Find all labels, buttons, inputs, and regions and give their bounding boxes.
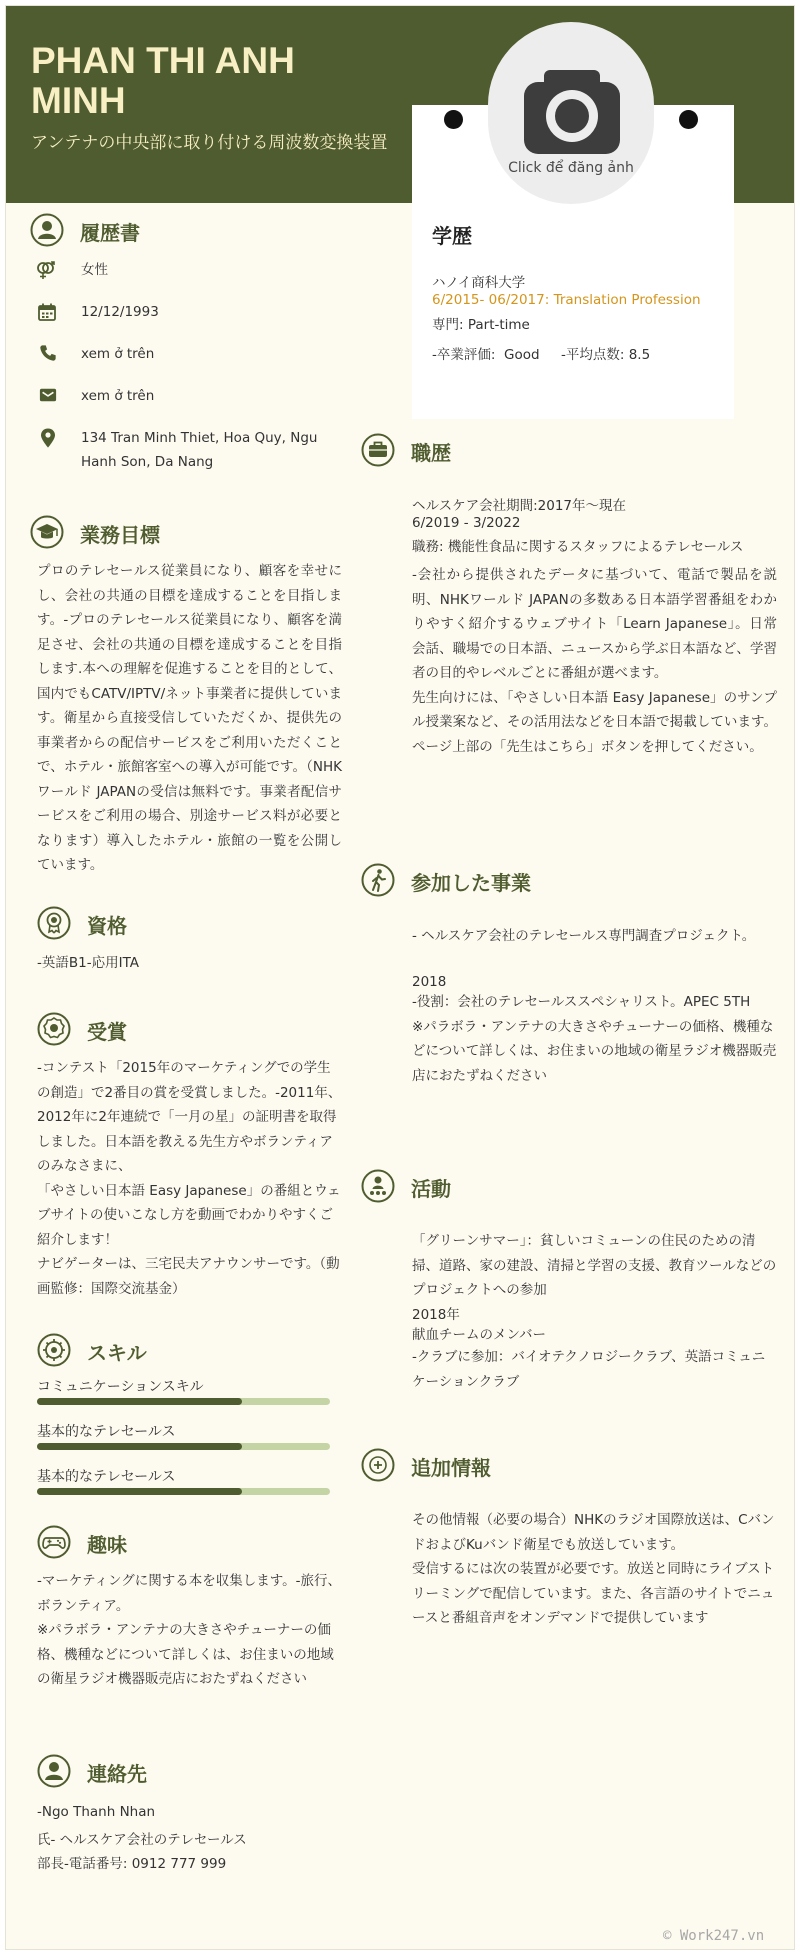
job-title: アンテナの中央部に取り付ける周波数変換装置 <box>31 133 388 153</box>
education-period: 6/2015- 06/2017: Translation Profession <box>432 292 701 308</box>
birthday-value: 12/12/1993 <box>81 304 159 320</box>
contact-title: 連絡先 <box>87 1762 147 1786</box>
activity-year: 2018年 <box>412 1307 460 1323</box>
gender-icon <box>35 260 55 280</box>
objective-text: プロのテレセールス従業員になり、顧客を幸せにし、会社の共通の目標を達成することを目指します。-プロのテレセールス従業員になり、顧客を満足させ、会社の共通の目標を達成することを目指します.本への理解を促進することを目的として、国内でもCATV/IPTV/ネット事業者に提供しています。衛星から直接受信していただくか、提供先の事業者からの配信サービスをご利用いただくことで、ホテル・旅館客室への導入が可能です。（NHKワールド JAPANの受信は無料です。事業者配信サービスをご利用の場合、別途サービス料が必要となります）導入したホテル・旅館の一覧を公開しています。 <box>37 563 342 873</box>
activity-name: 「グリーンサマー」：貧しいコミューンの住民のための清掃、道路、家の建設、清掃と学習の支援、教育ツールなどのプロジェクトへの参加 <box>412 1233 777 1298</box>
skill-bar <box>37 1443 330 1450</box>
projects-section-header <box>361 863 561 897</box>
pin-left <box>444 110 463 129</box>
contact-line: 部長-電話番号: 0912 777 999 <box>37 1856 227 1872</box>
skills-section-header <box>37 1333 237 1367</box>
hobbies-text: -マーケティングに関する本を収集します。-旅行、ボランティア。 ※パラボラ・アンテナの大きさやチューナーの価格、機種などについて詳しくは、お住まいの地域の衛星ラジオ機器販売店におたずねください <box>37 1573 342 1687</box>
activity-role: 献血チームのメンバー <box>412 1327 547 1343</box>
education-school: ハノイ商科大学 <box>432 275 526 291</box>
candidate-name: PHAN THI ANH MINH <box>31 40 295 121</box>
experience-period: 6/2019 - 3/2022 <box>412 515 521 531</box>
projects-title: 参加した事業 <box>411 871 531 895</box>
pin-right <box>679 110 698 129</box>
education-title: 学歴 <box>432 224 472 248</box>
awards-title: 受賞 <box>87 1020 127 1044</box>
skill-label: コミュニケーションスキル <box>37 1379 204 1395</box>
skill-bar-fill <box>37 1488 242 1495</box>
education-major: 専門: Part-time <box>432 317 530 333</box>
project-text: -役割：会社のテレセールススペシャリスト。APEC 5TH ※パラボラ・アンテナの大きさやチューナーの価格、機種などについて詳しくは、お住まいの地域の衛星ラジオ機器販売店におたずねください <box>412 994 777 1084</box>
certificates-title: 資格 <box>87 914 127 938</box>
photo-upload-label[interactable]: Click để đăng ảnh <box>508 160 634 176</box>
project-name: - ヘルスケア会社のテレセールス専門調査プロジェクト。 <box>412 928 756 944</box>
activity-text: -クラブに参加：バイオテクノロジークラブ、英語コミュニケーションクラブ <box>412 1349 766 1390</box>
skills-icon <box>37 1333 71 1367</box>
skill-bar <box>37 1488 330 1495</box>
skill-bar-fill <box>37 1443 242 1450</box>
certificates-text: -英語B1-応用ITA <box>37 955 140 971</box>
walking-person-icon <box>361 863 395 897</box>
project-year: 2018 <box>412 974 447 990</box>
awards-section-header <box>37 1012 237 1046</box>
experience-section-header <box>361 433 561 467</box>
certificates-section-header <box>37 906 237 940</box>
camera-icon[interactable] <box>522 68 622 156</box>
additional-section-header <box>361 1448 561 1482</box>
graduation-cap-icon <box>30 515 64 549</box>
experience-role: 職務: 機能性食品に関するスタッフによるテレセールス <box>412 539 744 555</box>
hobbies-section-header <box>37 1525 237 1559</box>
location-pin-icon <box>40 428 56 448</box>
activities-title: 活動 <box>411 1177 451 1201</box>
hobbies-title: 趣味 <box>87 1533 127 1557</box>
award-badge-icon <box>37 1012 71 1046</box>
profile-section-header <box>30 213 230 247</box>
user-circle-icon <box>30 213 64 247</box>
contact-section-header <box>37 1754 237 1788</box>
activities-section-header <box>361 1169 561 1203</box>
skill-bar-fill <box>37 1398 242 1405</box>
objective-section-header <box>30 515 230 549</box>
skill-label: 基本的なテレセールス <box>37 1424 176 1440</box>
resume-page <box>5 5 795 1950</box>
experience-company: ヘルスケア会社期間:2017年～現在 <box>412 498 626 514</box>
briefcase-icon <box>361 433 395 467</box>
calendar-icon <box>37 302 57 322</box>
gender-value: 女性 <box>81 262 108 278</box>
phone-value: xem ở trên <box>81 346 155 362</box>
skill-bar <box>37 1398 330 1405</box>
objective-title: 業務目標 <box>80 523 160 547</box>
gamepad-icon <box>37 1525 71 1559</box>
additional-text: その他情報（必要の場合）NHKのラジオ国際放送は、CバンドおよびKuバンド衛星でも放送しています。 受信するには次の装置が必要です。放送と同時にライブストリーミングで配信しています。また、各言語のサイトでニュースと番組音声をオンデマンドで提供しています <box>412 1512 775 1626</box>
awards-text: -コンテスト「2015年のマーケティングでの学生の創造」で2番目の賞を受賞しました。-2011年、2012年に2年連続で「一月の星」の証明書を取得しました。日本語を教える先生方やボランティアのみなさまに、 「やさしい日本語 Easy Japanese」の番組とウェブサイトの使いこなし方を動画でわかりやすくご紹介します！ ナビゲーターは、三宅民夫アナウンサーです。（動画監修：国際交流基金） <box>37 1060 342 1297</box>
skills-title: スキル <box>87 1341 147 1365</box>
phone-icon <box>39 344 57 362</box>
education-grades: -卒業評価: Good -平均点数: 8.5 <box>432 347 651 363</box>
skill-label: 基本的なテレセールス <box>37 1469 176 1485</box>
plus-circle-icon <box>361 1448 395 1482</box>
contact-line: 氏- ヘルスケア会社のテレセールス <box>37 1832 247 1848</box>
email-icon <box>39 386 57 404</box>
team-icon <box>361 1169 395 1203</box>
experience-text: -会社から提供されたデータに基づいて、電話で製品を説明、NHKワールド JAPANの多数ある日本語学習番組をわかりやすく紹介するウェブサイト「Learn Japanese」。日常会話、職場での日本語、ニュースから学ぶ日本語など、学習者の目的やレベルごとに番組が選べます。 先生向けには、「やさしい日本語 Easy Japanese」のサンプル授業案など、その活用法などを日本語で掲載しています。ページ上部の「先生はこちら」ボタンを押してください。 <box>412 567 777 755</box>
address-value: 134 Tran Minh Thiet, Hoa Quy, Ngu Hanh Son, Da Nang <box>81 430 318 470</box>
contact-person-icon <box>37 1754 71 1788</box>
contact-line: -Ngo Thanh Nhan <box>37 1804 156 1820</box>
watermark: © Work247.vn <box>663 1928 765 1944</box>
experience-title: 職歴 <box>411 441 451 465</box>
additional-title: 追加情報 <box>411 1456 491 1480</box>
profile-title: 履歴書 <box>80 221 140 245</box>
certificate-icon <box>37 906 71 940</box>
email-value: xem ở trên <box>81 388 155 404</box>
